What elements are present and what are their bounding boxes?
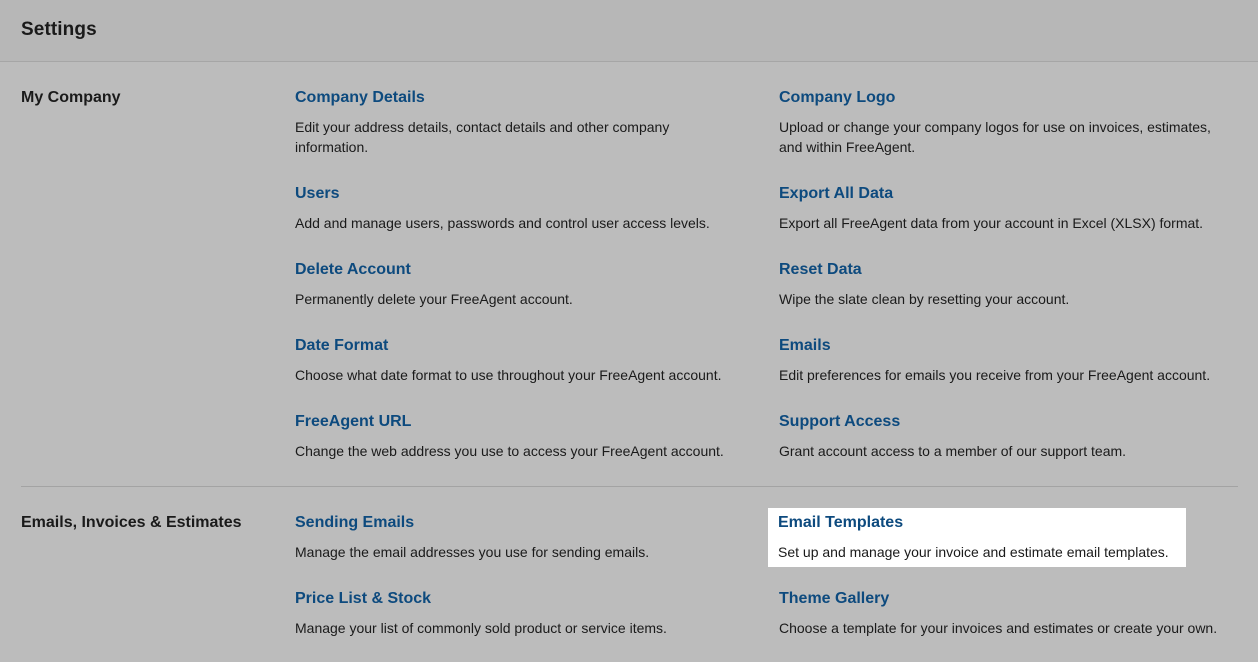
support-access-description: Grant account access to a member of our support team. <box>779 443 1127 459</box>
freeagent-url-description: Change the web address you use to access your FreeAgent account. <box>295 443 724 459</box>
setting-support-access <box>779 412 1219 461</box>
setting-users <box>295 184 735 233</box>
sending-emails-description: Manage the email addresses you use for sending emails. <box>295 544 650 560</box>
sending-emails-link[interactable]: Sending Emails <box>295 514 415 531</box>
freeagent-url-link[interactable]: FreeAgent URL <box>295 413 412 430</box>
section-title-emails-invoices-estimates: Emails, Invoices & Estimates <box>21 514 242 531</box>
date-format-link[interactable]: Date Format <box>295 337 389 354</box>
company-details-link[interactable]: Company Details <box>295 89 425 106</box>
emails-link[interactable]: Emails <box>779 337 831 354</box>
page-header <box>0 0 1258 62</box>
setting-date-format <box>295 336 735 385</box>
export-all-data-description: Export all FreeAgent data from your account in Excel (XLSX) format. <box>779 215 1204 231</box>
company-details-description: Edit your address details, contact details and other company information. <box>295 119 670 155</box>
delete-account-description: Permanently delete your FreeAgent account. <box>295 291 573 307</box>
export-all-data-link[interactable]: Export All Data <box>779 185 894 202</box>
setting-company-logo <box>779 88 1219 157</box>
setting-sending-emails <box>295 513 735 562</box>
theme-gallery-description: Choose a template for your invoices and estimates or create your own. <box>779 620 1218 636</box>
theme-gallery-link[interactable]: Theme Gallery <box>779 590 890 607</box>
company-logo-description: Upload or change your company logos for use on invoices, estimates, and within FreeAgent. <box>779 119 1211 155</box>
section-divider <box>21 486 1238 487</box>
setting-emails <box>779 336 1219 385</box>
setting-reset-data <box>779 260 1219 309</box>
setting-price-list-stock <box>295 589 735 638</box>
date-format-description: Choose what date format to use throughout your FreeAgent account. <box>295 367 722 383</box>
email-templates-description: Set up and manage your invoice and estimate email templates. <box>778 544 1169 560</box>
support-access-link[interactable]: Support Access <box>779 413 901 430</box>
setting-freeagent-url <box>295 412 735 461</box>
setting-theme-gallery <box>779 589 1219 638</box>
company-logo-link[interactable]: Company Logo <box>779 89 896 106</box>
setting-export-all-data <box>779 184 1219 233</box>
reset-data-description: Wipe the slate clean by resetting your account. <box>779 291 1070 307</box>
reset-data-link[interactable]: Reset Data <box>779 261 862 278</box>
price-list-stock-link[interactable]: Price List & Stock <box>295 590 432 607</box>
delete-account-link[interactable]: Delete Account <box>295 261 411 278</box>
setting-company-details <box>295 88 735 157</box>
setting-delete-account <box>295 260 735 309</box>
users-description: Add and manage users, passwords and control user access levels. <box>295 215 710 231</box>
email-templates-link[interactable]: Email Templates <box>778 514 904 531</box>
section-title-my-company: My Company <box>21 89 121 106</box>
users-link[interactable]: Users <box>295 185 340 202</box>
page-title: Settings <box>21 19 97 40</box>
price-list-stock-description: Manage your list of commonly sold product or service items. <box>295 620 667 636</box>
emails-description: Edit preferences for emails you receive from your FreeAgent account. <box>779 367 1211 383</box>
setting-email-templates[interactable] <box>768 508 1186 567</box>
